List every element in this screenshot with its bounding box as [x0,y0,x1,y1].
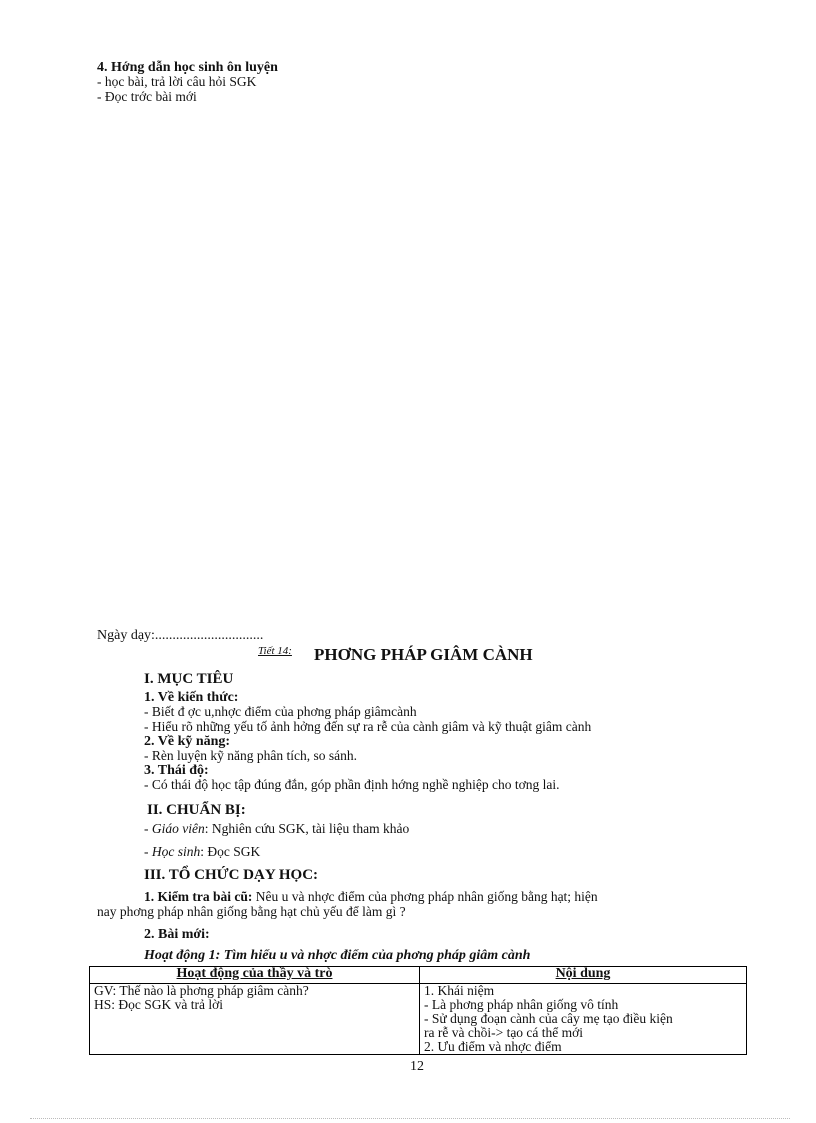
student-label: - Học sinh [144,844,201,859]
student-text: : Đọc SGK [200,844,261,859]
preparation-heading: II. CHUẨN BỊ: [147,802,246,818]
check-line-2: nay phơng pháp nhân giống bằng hạt chủ yếu để làm gì ? [97,904,406,919]
skills-heading: 2. Về kỹ năng: [144,734,231,749]
lesson-title: PHƠNG PHÁP GIÂM CÀNH [314,645,533,664]
lesson-label: Tiết 14: [258,645,292,657]
teacher-label: - Giáo viên [144,821,205,836]
activity-line: HS: Đọc SGK và trả lời [94,997,224,1012]
new-lesson-heading: 2. Bài mới: [144,927,210,942]
skills-line: - Rèn luyện kỹ năng phân tích, so sánh. [144,748,357,763]
content-line: 2. Ưu điểm và nhợc điểm [424,1039,562,1054]
content-line: - Sử dụng đoạn cành của cây mẹ tạo điều kiện [424,1011,673,1026]
attitude-line: - Có thái độ học tập đúng đắn, góp phần định hớng nghề nghiệp cho tơng lai. [144,777,560,792]
knowledge-line-1: - Biết đ ợc u,nhợc điểm của phơng pháp giâmcành [144,704,417,719]
organization-heading: III. TỔ CHỨC DẠY HỌC: [144,867,319,883]
date-line: Ngày dạy:............................... [97,628,264,643]
check-label: 1. Kiểm tra bài cũ: [144,889,253,904]
teacher-text: : Nghiên cứu SGK, tài liệu tham khảo [204,821,410,836]
footer-divider [30,1118,790,1119]
knowledge-heading: 1. Về kiến thức: [144,690,239,705]
teacher-prep [144,822,409,836]
activity-table [89,966,747,1055]
content-line: - Là phơng pháp nhân giống vô tính [424,997,619,1012]
objectives-heading: I. MỤC TIÊU [144,671,234,687]
guidance-heading: 4. Hớng dẫn học sinh ôn luyện [97,60,278,75]
content-line: 1. Khái niệm [424,983,495,998]
activity-line: GV: Thế nào là phơng pháp giâm cành? [94,983,309,998]
table-header-row [90,967,747,984]
guidance-line-2: - Đọc trớc bài mới [97,89,197,104]
content-line: ra rễ và chồi-> tạo cá thể mới [424,1025,584,1040]
table-row [90,984,747,1055]
content-cell [420,984,747,1055]
activities-cell [90,984,420,1055]
knowledge-line-2: - Hiểu rõ những yếu tố ảnh hởng đến sự ra rễ của cành giâm và kỹ thuật giâm cành [144,719,592,734]
header-activities: Hoạt động của thầy và trò [90,967,420,984]
attitude-heading: 3. Thái độ: [144,763,209,778]
check-text: Nêu u và nhợc điểm của phơng pháp nhân giống bằng hạt; hiện [252,889,598,904]
header-content: Nội dung [420,967,747,984]
page-number: 12 [410,1059,424,1074]
activity-title: Hoạt động 1: Tìm hiểu u và nhợc điểm của phơng pháp giâm cành [144,948,531,963]
check-line [144,890,598,904]
guidance-line-1: - học bài, trả lời câu hỏi SGK [97,74,257,89]
student-prep [144,845,260,859]
